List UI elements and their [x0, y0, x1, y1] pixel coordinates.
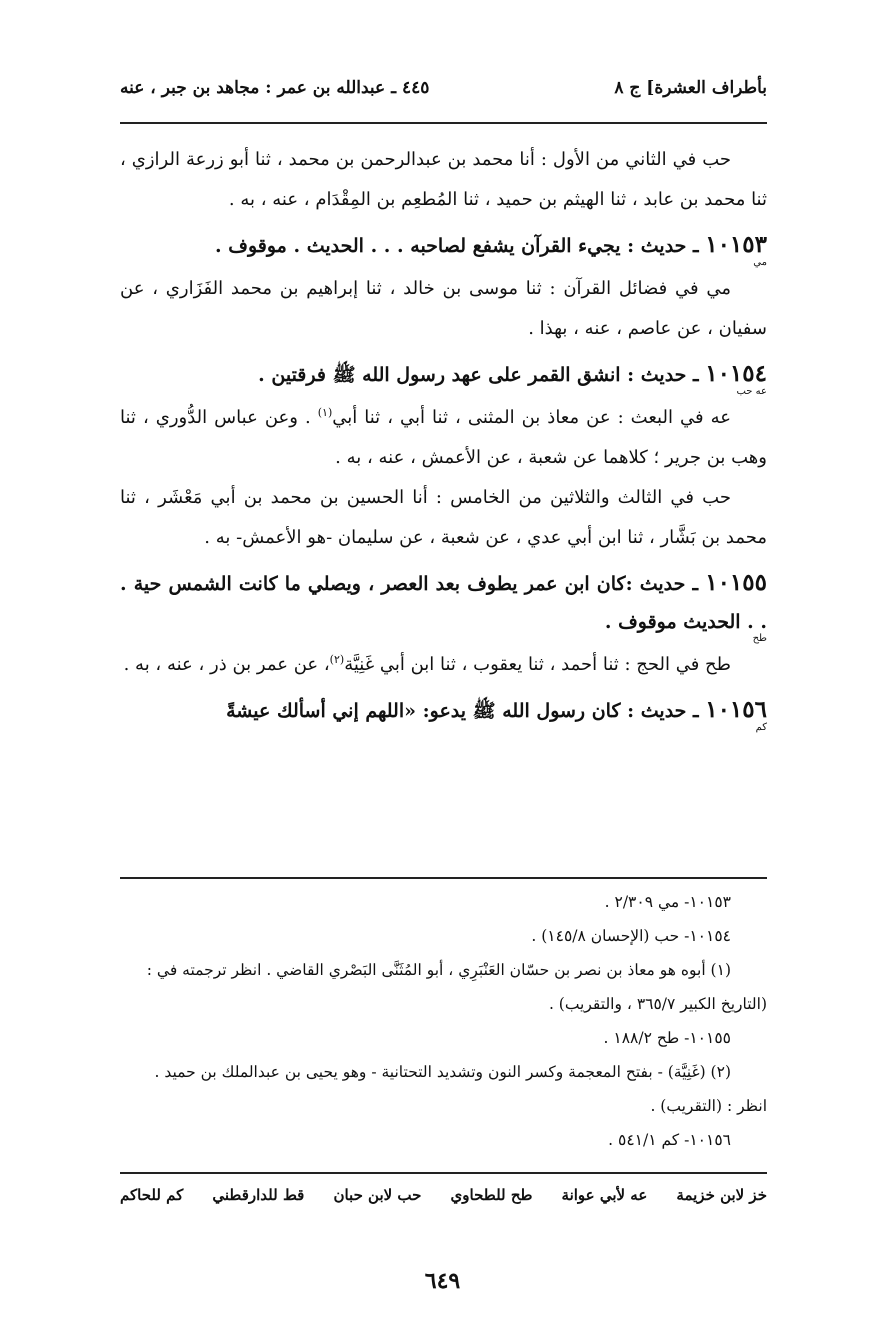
footnote: ١٠١٥٥- طح ١٨٨/٢ .: [603, 1029, 731, 1047]
book-title: بأطراف العشرة] ج ٨: [614, 78, 767, 98]
abbreviation: كم للحاكم: [120, 1186, 184, 1204]
entry-paragraph-text: ، عن عمر بن ذر ، عنه ، به .: [123, 654, 330, 675]
entry-title: ـ حديث :كان ابن عمر يطوف بعد العصر ، ويصلي ما كانت الشمس حية . . . الحديث موقوف .: [120, 573, 767, 633]
entry-number: ١٠١٥٣: [705, 231, 767, 258]
footnote: ١٠١٥٤- حب (الإحسان ١٤٥/٨) .: [531, 927, 731, 945]
source-code: كم: [755, 722, 767, 733]
footnotes: [120, 877, 767, 1157]
section-title: ٤٤٥ ـ عبدالله بن عمر : مجاهد بن جبر ، عنه: [120, 78, 430, 98]
footnote: ١٠١٥٣- مي ٢/٣٠٩ .: [604, 893, 731, 911]
running-header: [120, 78, 767, 124]
entry-paragraph: [120, 398, 767, 478]
hadith-entry: [120, 564, 767, 685]
abbreviation: قط للدارقطني: [212, 1186, 305, 1204]
entry-paragraph-text: طح في الحج : ثنا أحمد ، ثنا يعقوب ، ثنا ابن أبي غَنِيَّة: [344, 654, 731, 675]
abbreviations-key: [120, 1172, 767, 1204]
abbreviation: طح للطحاوي: [450, 1186, 533, 1204]
hadith-entry: [120, 355, 767, 558]
entry-paragraph-text: عه في البعث : عن معاذ بن المثنى ، ثنا أبي ، ثنا أبي: [332, 407, 731, 428]
entry-number: ١٠١٥٤: [705, 360, 767, 387]
entry-paragraph: [120, 645, 767, 685]
page-number: ٦٤٩: [424, 1268, 461, 1294]
source-code: عه حب: [736, 386, 767, 397]
entry-heading: [120, 564, 767, 641]
entry-number: ١٠١٥٦: [705, 696, 767, 723]
entry-heading: [120, 226, 767, 265]
abbreviation: عه لأبي عوانة: [561, 1186, 648, 1204]
abbreviation: حب لابن حبان: [333, 1186, 422, 1204]
main-text: [120, 140, 767, 734]
entry-title: ـ حديث : يجيء القرآن يشفع لصاحبه . . . الحديث . موقوف .: [215, 235, 699, 257]
entry-paragraph: حب في الثالث والثلاثين من الخامس : أنا الحسين بن محمد بن أبي مَعْشَر ، ثنا محمد بن بَشَّار ، ثنا ابن أبي عدي ، عن شعبة ، عن سليمان -هو الأعمش- به .: [120, 487, 767, 548]
hadith-entry: [120, 226, 767, 349]
entry-paragraph-text: . وعن عباس الدُّوري ، ثنا وهب بن جرير ؛ كلاهما عن شعبة ، عن الأعمش ، عنه ، به .: [120, 407, 767, 468]
footnote: (١) أبوه هو معاذ بن نصر بن حسّان العَنْبَرِي ، أبو المُثَنَّى البَصْري القاضي . انظر ترجمته في : (التاريخ الكبير ٣٦٥/٧ ، والتقريب) .: [146, 961, 767, 1013]
footnote: (٢) (غَنِيَّة) - بفتح المعجمة وكسر النون وتشديد التحتانية - وهو يحيى بن عبدالملك بن حميد . انظر : (التقريب) .: [154, 1063, 767, 1115]
entry-number: ١٠١٥٥: [705, 569, 767, 596]
entry-title: ـ حديث : كان رسول الله ﷺ يدعو: «اللهم إني أسألك عيشةً: [226, 700, 699, 722]
entry-paragraph: مي في فضائل القرآن : ثنا موسى بن خالد ، ثنا إبراهيم بن محمد الفَزَاري ، عن سفيان ، عن عاصم ، عنه ، بهذا .: [120, 278, 767, 339]
source-code: مي: [753, 257, 767, 268]
entry-title: ـ حديث : انشق القمر على عهد رسول الله ﷺ فرقتين .: [258, 364, 699, 386]
footnote-marker: (١): [317, 406, 333, 419]
abbreviation: خز لابن خزيمة: [676, 1186, 767, 1204]
hadith-entry: [120, 691, 767, 734]
source-code: طح: [752, 633, 767, 644]
intro-paragraph: حب في الثاني من الأول : أنا محمد بن عبدالرحمن بن محمد ، ثنا أبو زرعة الرازي ، ثنا محمد بن عابد ، ثنا الهيثم بن حميد ، ثنا المُطعِم بن المِقْدَام ، عنه ، به .: [120, 149, 767, 210]
footnote: ١٠١٥٦- كم ٥٤١/١ .: [608, 1131, 731, 1149]
footnote-marker: (٢): [329, 653, 345, 666]
